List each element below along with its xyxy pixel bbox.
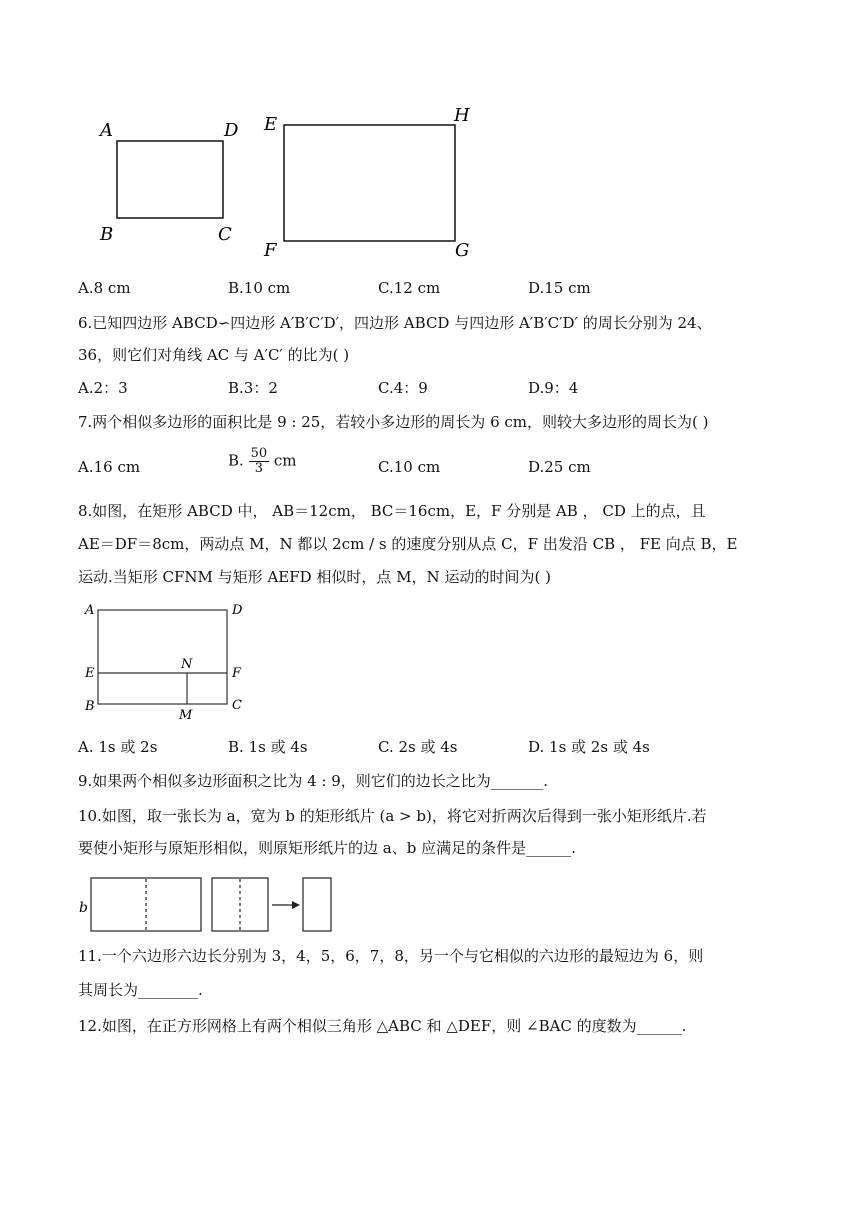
q5-option-c[interactable]: C.12 cm [378,279,441,297]
q8-option-b[interactable]: B. 1s 或 4s [228,738,308,756]
label-E-q8: E [85,666,95,681]
label-C-q8: C [232,698,242,713]
label-G: G [455,240,470,261]
q7-option-d[interactable]: D.25 cm [528,458,591,476]
q8-option-d[interactable]: D. 1s 或 2s 或 4s [528,738,650,756]
q11-stem-line1: 11.一个六边形六边长分别为 3，4，5，6，7，8，另一个与它相似的六边形的最短边为 6，则 [78,947,704,965]
q7-option-a[interactable]: A.16 cm [78,458,141,476]
q9-stem: 9.如果两个相似多边形面积之比为 4 : 9，则它们的边长之比为_______. [78,772,549,790]
q8-stem-line2: AE＝DF＝8cm，两动点 M，N 都以 2cm / s 的速度分别从点 C，F 出发沿 CB ， FE 向点 B，E [78,535,738,553]
q8-stem-line1: 8.如图，在矩形 ABCD 中， AB＝12cm， BC＝16cm，E，F 分别是 AB ， CD 上的点，且 [78,502,706,520]
label-F-q8: F [232,666,242,681]
label-b: b [79,900,88,916]
q8-option-a[interactable]: A. 1s 或 2s [78,738,158,756]
label-N-q8: N [181,657,193,672]
q12-stem: 12.如图，在正方形网格上有两个相似三角形 △ABC 和 △DEF，则 ∠BAC 的度数为______. [78,1017,687,1035]
q5-option-a[interactable]: A.8 cm [78,279,131,297]
fraction-numerator: 50 [250,446,268,461]
q7-option-c[interactable]: C.10 cm [378,458,441,476]
q5-option-b[interactable]: B.10 cm [228,279,291,297]
fraction-denominator: 3 [254,461,263,476]
paper-folded-twice [303,878,331,931]
q7-stem-line1: 7.两个相似多边形的面积比是 9 : 25，若较小多边形的周长为 6 cm，则较大多边形的周长为( ) [78,413,709,431]
label-M-q8: M [179,708,193,723]
arrow-head-icon [292,901,300,909]
q10-stem-line2: 要使小矩形与原矩形相似，则原矩形纸片的边 a、b 应满足的条件是______. [78,839,576,857]
q7-option-b-letter: B. [228,451,244,470]
q10-stem-line1: 10.如图，取一张长为 a，宽为 b 的矩形纸片 (a > b)，将它对折两次后得到一张小矩形纸片.若 [78,807,707,825]
q6-stem-line1: 6.已知四边形 ABCD∽四边形 A′B′C′D′，四边形 ABCD 与四边形 A′B′C′D′ 的周长分别为 24、 [78,314,712,332]
q6-option-d[interactable]: D.9：4 [528,379,579,397]
label-A-q8: A [85,603,95,618]
label-H: H [454,105,470,126]
label-A: A [100,120,113,141]
label-D: D [224,120,239,141]
label-E: E [264,114,278,135]
q11-stem-line2: 其周长为________. [78,981,203,999]
q8-stem-line3: 运动.当矩形 CFNM 与矩形 AEFD 相似时，点 M，N 运动的时间为( ) [78,568,551,586]
label-B-q8: B [85,699,95,714]
q6-option-b[interactable]: B.3：2 [228,379,278,397]
q6-option-c[interactable]: C.4：9 [378,379,428,397]
label-B: B [100,224,114,245]
label-D-q8: D [232,603,243,618]
q8-option-c[interactable]: C. 2s 或 4s [378,738,458,756]
label-C: C [218,224,232,245]
q6-option-a[interactable]: A.2：3 [78,379,128,397]
q7-option-b-unit: cm [273,451,297,470]
label-F: F [264,240,277,261]
q6-stem-line2: 36，则它们对角线 AC 与 A′C′ 的比为( ) [78,346,350,364]
q5-option-d[interactable]: D.15 cm [528,279,591,297]
